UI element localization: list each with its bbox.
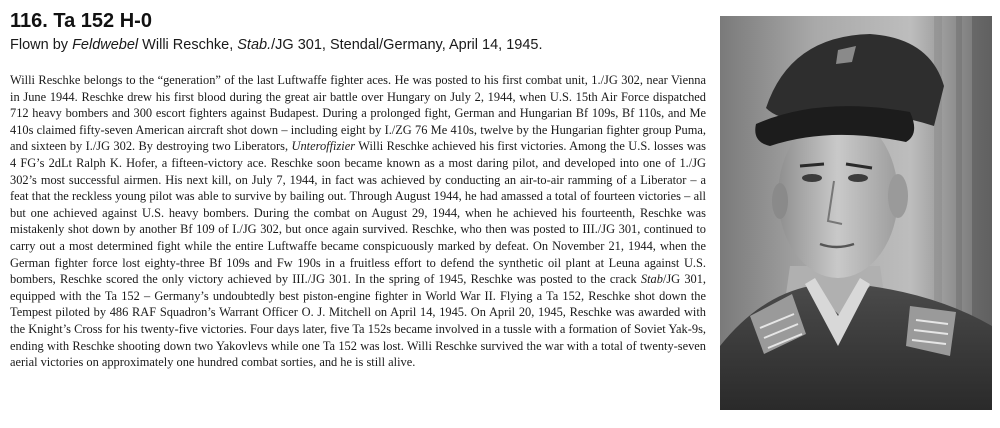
subtitle-rest: /JG 301, Stendal/Germany, April 14, 1945.	[271, 37, 543, 53]
subtitle-unit: Stab.	[237, 37, 272, 53]
subtitle-name: Willi Reschke,	[138, 37, 238, 53]
body-part-1: Willi Reschke belongs to the “generation” of the last Luftwaffe fighter aces. He was posted to his first combat unit, 1./JG 302, near Vienna in June 1944. Reschke drew his first blood during the great air battle over Hungary on July 2, 1944, when U.S. 15th Air Force dispatched 712 heavy bombers and 300 escort fighters against Budapest. During a prolonged fight, German and Hungarian Bf 109s, Bf 110s, and Me 410s claimed fifty-seven American aircraft shot down – including eight by I./ZG 76 Me 410s, twelve by the Hungarian fighter group Puma, and sixteen by I./JG 302. By destroying two Liberators,	[10, 73, 706, 154]
subtitle-prefix: Flown by	[10, 37, 73, 53]
pilot-portrait-photo	[720, 16, 992, 410]
portrait-illustration	[720, 16, 992, 410]
biography-text	[10, 72, 706, 371]
body-italic-stab: Stab	[640, 272, 663, 287]
page-title: 116. Ta 152 H-0	[10, 10, 152, 32]
subtitle-rank: Feldwebel	[72, 37, 139, 53]
body-part-2: Willi Reschke achieved his first victories. Among the U.S. losses was 4 FG’s 2dLt Ralph K. Hofer, a fifteen-victory ace. Reschke soon became known as a most daring pilot, and developed into one of 1./JG 302’s most successful airmen. His next kill, on July 7, 1944, in fact was achieved by conducting an air-to-air ramming of a Liberator – a feat that the reckless young pilot was able to survive by bailing out. Through August 1944, he had amassed a total of fourteen victories – all but one achieved against U.S. heavy bombers. During the combat on August 29, 1944, when he achieved his fourteenth, Reschke was mistakenly shot down by another Bf 109 of I./JG 302, but once again survived. Reschke, who then was posted to III./JG 301, continued to carry out a most determined fight while the entire Luftwaffe became conspicuously marked by defeat. On November 21, 1944, when the German fighter force lost eighty-three Bf 109s and Fw 190s in a fruitless effort to defend the synthetic oil plant at Leuna against U.S. bombers, Reschke scored the only victory achieved by III./JG 301. In the spring of 1945, Reschke was posted to the crack	[10, 139, 706, 287]
subtitle	[10, 36, 710, 54]
body-part-3: /JG 301, equipped with the Ta 152 – Germany’s undoubtedly best piston-engine fighter in World War II. Flying a Ta 152, Reschke shot down the Tempest piloted by 486 RAF Squadron’s Warrant Officer O. J. Mitchell on April 14, 1945. On April 20, 1945, Reschke was awarded with the Knight’s Cross for his twenty-five victories. Four days later, five Ta 152s became involved in a tussle with a formation of Soviet Yak-9s, ending with Reschke shooting down two Yakovlevs while one Ta 152 was lost. Willi Reschke survived the war with a total of twenty-seven aerial victories on approximately one hundred combat sorties, and he is still alive.	[10, 272, 707, 370]
body-italic-rank: Unteroffizier	[291, 139, 356, 154]
